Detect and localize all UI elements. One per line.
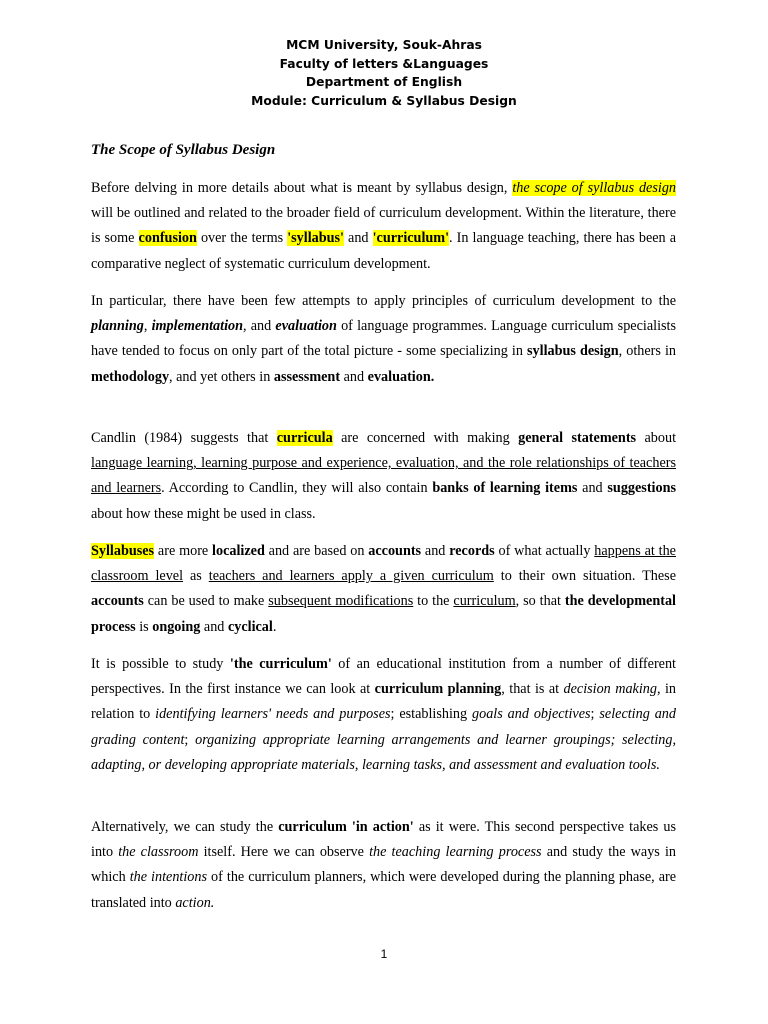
text-run: , and yet others in (169, 368, 274, 385)
text-run: Before delving in more details about what is meant by syllabus design, (91, 180, 513, 196)
document-header (0, 36, 768, 110)
module-name: Module: Curriculum & Syllabus Design (251, 93, 517, 108)
text-run: Alternatively, we can study the (91, 819, 279, 835)
italic-text: selecting and grading content (91, 706, 676, 748)
text-run: and study the ways in which (91, 844, 676, 886)
paragraph-4 (91, 539, 676, 640)
text-run: can be used to make (143, 593, 269, 610)
bold-text: accounts (368, 543, 422, 559)
emphasis-text: implementation (151, 318, 244, 335)
highlighted-text: the scope of syllabus design (512, 180, 677, 196)
text-run: of the curriculum planners, which were developed during the planning phase, are translated into (91, 869, 677, 911)
text-run: , others in (618, 343, 676, 360)
highlighted-text: Syllabuses (91, 543, 155, 559)
text-run: , so that (515, 593, 565, 610)
bold-text: accounts (91, 593, 144, 610)
text-run: and (340, 368, 368, 385)
italic-text: decision making (563, 681, 657, 698)
bold-text: 'the curriculum' (229, 656, 332, 672)
text-run: is (135, 618, 153, 635)
bold-text: general statements (518, 430, 637, 446)
bold-text: cyclical (227, 618, 273, 635)
underlined-text: language learning, learning purpose and experience, evaluation, and the role relationships of teachers and learners (91, 455, 676, 497)
bold-text: records (449, 543, 495, 559)
bold-text: ongoing (152, 618, 201, 635)
underlined-text: teachers and learners apply a given curriculum (208, 568, 494, 585)
bold-text: curriculum planning (374, 681, 502, 698)
highlighted-text: confusion (138, 230, 197, 247)
text-run: of language programmes. Language curriculum specialists have tended to focus on only part of the total picture - some specializing in (91, 318, 676, 360)
paragraph-1 (91, 176, 676, 277)
bold-text: suggestions (607, 480, 676, 497)
paragraph-2 (91, 289, 676, 390)
text-run: , in relation to (91, 681, 676, 723)
text-run: itself. Here we can observe (198, 844, 370, 861)
bold-text: localized (212, 543, 265, 559)
underlined-text: subsequent modifications (268, 593, 414, 610)
text-run: . According to Candlin, they will also contain (161, 480, 433, 497)
text-run: about (636, 430, 677, 446)
text-run: will be outlined and related to the broader field of curriculum development. Within the literature, there is some (91, 205, 676, 247)
page-number: 1 (380, 947, 388, 961)
text-run: over the terms (196, 230, 288, 247)
text-run: of an educational institution from a number of different perspectives. In the first instance we can look at (91, 656, 676, 698)
bold-text: evaluation. (367, 368, 435, 385)
paragraph-3 (91, 426, 676, 527)
bold-text: assessment (273, 368, 341, 385)
bold-text: the developmental process (91, 593, 677, 635)
text-run: It is possible to study (91, 656, 230, 672)
bold-text: banks of learning items (432, 480, 578, 497)
text-run: , (143, 318, 152, 335)
section-title: The Scope of Syllabus Design (91, 142, 276, 158)
highlighted-text: 'curriculum' (372, 230, 450, 247)
text-run: to their own situation. These (493, 568, 676, 585)
underlined-text: happens at the classroom level (91, 543, 676, 585)
bold-text: curriculum 'in action' (278, 819, 414, 835)
italic-text: the teaching learning process (369, 844, 542, 861)
italic-text: the classroom (118, 844, 199, 861)
text-run: ; establishing (390, 706, 473, 723)
text-run: ; (184, 731, 196, 748)
text-run: and are based on (264, 543, 369, 559)
text-run: are concerned with making (332, 430, 519, 446)
text-run: about how these might be used in class. (91, 505, 316, 522)
text-run: of what actually (494, 543, 595, 559)
text-run: and (343, 230, 373, 247)
text-run: , that is at (501, 681, 564, 698)
highlighted-text: 'syllabus' (287, 230, 344, 247)
text-run: as (183, 568, 209, 585)
text-run: to the (413, 593, 454, 610)
highlighted-text: curricula (276, 430, 333, 446)
text-run: are more (154, 543, 213, 559)
bold-text: methodology (91, 368, 170, 385)
text-run: In particular, there have been few attempts to apply principles of curriculum development to the (91, 293, 676, 309)
text-run: and (577, 480, 608, 497)
italic-text: identifying learners' needs and purposes (155, 706, 391, 723)
faculty-name: Faculty of letters &Languages (279, 56, 489, 71)
text-run: ; (590, 706, 600, 723)
text-run: . (272, 618, 277, 635)
emphasis-text: planning (91, 318, 144, 335)
text-run: Candlin (1984) suggests that (91, 430, 277, 446)
italic-text: organizing appropriate learning arrangements and learner groupings; selecting, adapting, or developing appropriate materials, learning tasks, and assessment and evaluation tools. (91, 731, 676, 773)
text-run: as it were. This second perspective takes us into (91, 819, 676, 861)
text-run: , and (243, 318, 276, 335)
italic-text: the intentions (129, 869, 208, 886)
text-run: and (200, 618, 228, 635)
text-run: and (421, 543, 450, 559)
paragraph-5 (91, 652, 676, 778)
university-name: MCM University, Souk-Ahras (286, 38, 482, 52)
emphasis-text: evaluation (275, 318, 337, 335)
department-name: Department of English (305, 75, 463, 89)
bold-text: syllabus design (527, 343, 619, 360)
paragraph-6 (91, 815, 676, 916)
underlined-text: curriculum (453, 593, 516, 610)
italic-text: goals and objectives (472, 706, 591, 723)
italic-text: action. (175, 894, 215, 911)
text-run: . In language teaching, there has been a comparative neglect of systematic curriculum development. (91, 230, 676, 272)
